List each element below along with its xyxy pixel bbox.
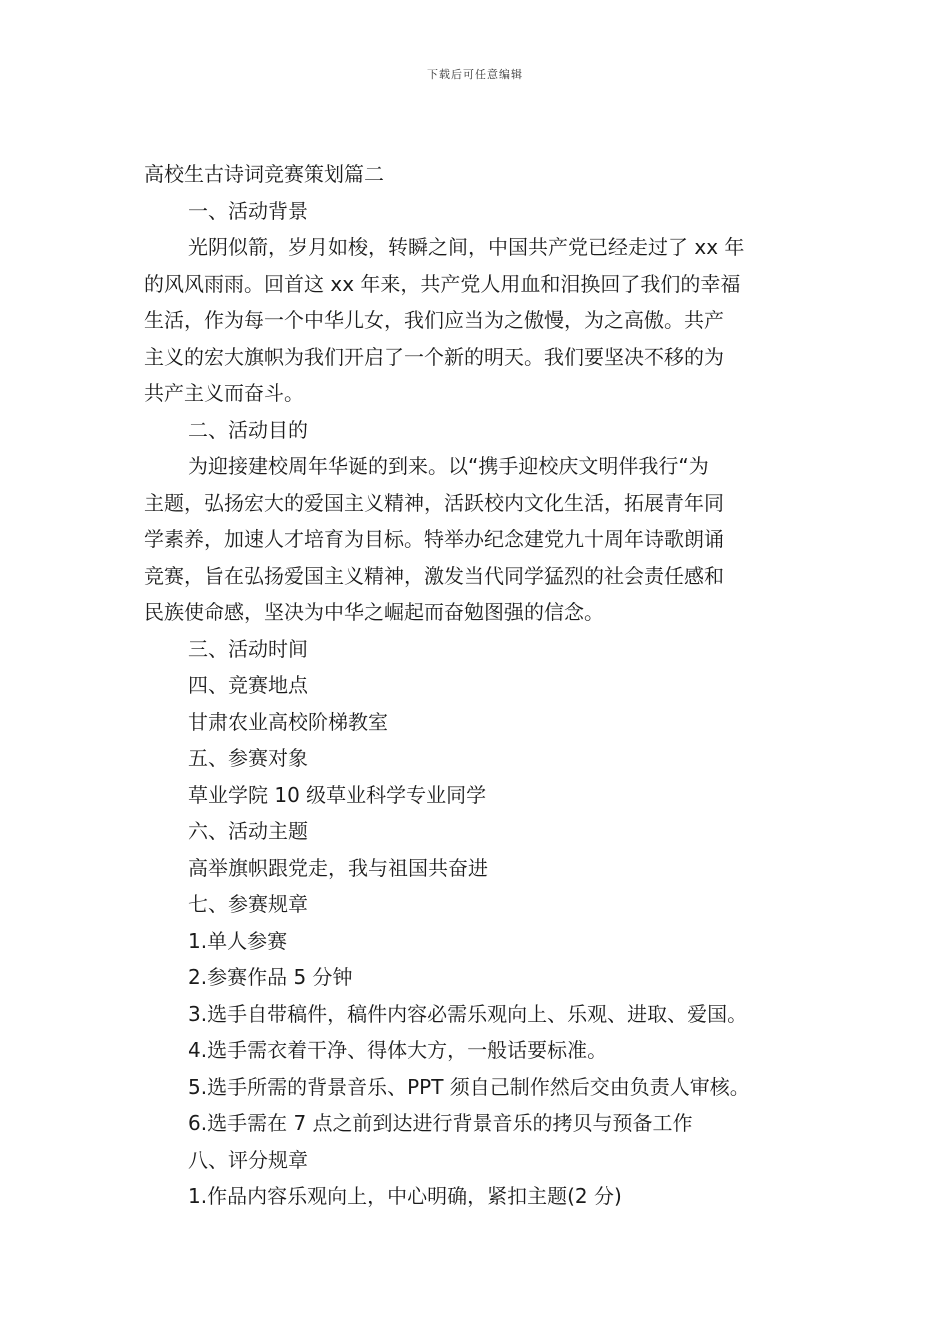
paragraph-line: 光阴似箭，岁月如梭，转瞬之间，中国共产党已经走过了 xx 年	[188, 235, 745, 259]
paragraph-line: 甘肃农业高校阶梯教室	[188, 709, 388, 734]
paragraph-line: 共产主义而奋斗。	[144, 381, 304, 405]
section-heading: 六、活动主题	[188, 819, 308, 843]
list-item: 3.选手自带稿件，稿件内容必需乐观向上、乐观、进取、爱国。	[188, 1001, 748, 1026]
list-item: 4.选手需衣着干净、得体大方，一般话要标准。	[188, 1038, 608, 1062]
section-heading: 二、活动目的	[188, 417, 308, 442]
list-item: 5.选手所需的背景音乐、PPT 须自己制作然后交由负责人审核。	[188, 1074, 750, 1099]
section-heading: 四、竞赛地点	[188, 673, 308, 697]
list-item: 1.作品内容乐观向上，中心明确，紧扣主题(2 分)	[188, 1184, 622, 1208]
section-heading: 一、活动背景	[188, 198, 308, 223]
paragraph-line: 高举旗帜跟党走，我与祖国共奋进	[188, 855, 488, 880]
paragraph-line: 学素养，加速人才培育为目标。特举办纪念建党九十周年诗歌朗诵	[144, 527, 724, 551]
list-item: 2.参赛作品 5 分钟	[188, 965, 353, 989]
paragraph-line: 的风风雨雨。回首这 xx 年来，共产党人用血和泪换回了我们的幸福	[144, 271, 741, 296]
paragraph-line: 竞赛，旨在弘扬爱国主义精神，激发当代同学猛烈的社会责任感和	[144, 563, 724, 588]
document-title: 高校生古诗词竞赛策划篇二	[144, 162, 384, 186]
section-heading: 七、参赛规章	[188, 892, 308, 916]
paragraph-line: 主题，弘扬宏大的爱国主义精神，活跃校内文化生活，拓展青年同	[144, 490, 724, 515]
document-body	[144, 156, 816, 1215]
section-heading: 三、活动时间	[188, 636, 308, 661]
list-item: 6.选手需在 7 点之前到达进行背景音乐的拷贝与预备工作	[188, 1111, 693, 1135]
page-header: 下载后可任意编辑	[427, 68, 523, 81]
list-item: 1.单人参赛	[188, 928, 288, 953]
paragraph-line: 主义的宏大旗帜为我们开启了一个新的明天。我们要坚决不移的为	[144, 344, 724, 369]
paragraph-line: 生活，作为每一个中华儿女，我们应当为之傲慢，为之高傲。共产	[144, 308, 724, 332]
paragraph-line: 民族使命感，坚决为中华之崛起而奋勉图强的信念。	[144, 600, 604, 624]
paragraph-line: 为迎接建校周年华诞的到来。以“携手迎校庆文明伴我行“为	[188, 454, 709, 478]
section-heading: 五、参赛对象	[188, 746, 308, 770]
paragraph-line: 草业学院 10 级草业科学专业同学	[188, 782, 487, 807]
section-heading: 八、评分规章	[188, 1147, 308, 1172]
